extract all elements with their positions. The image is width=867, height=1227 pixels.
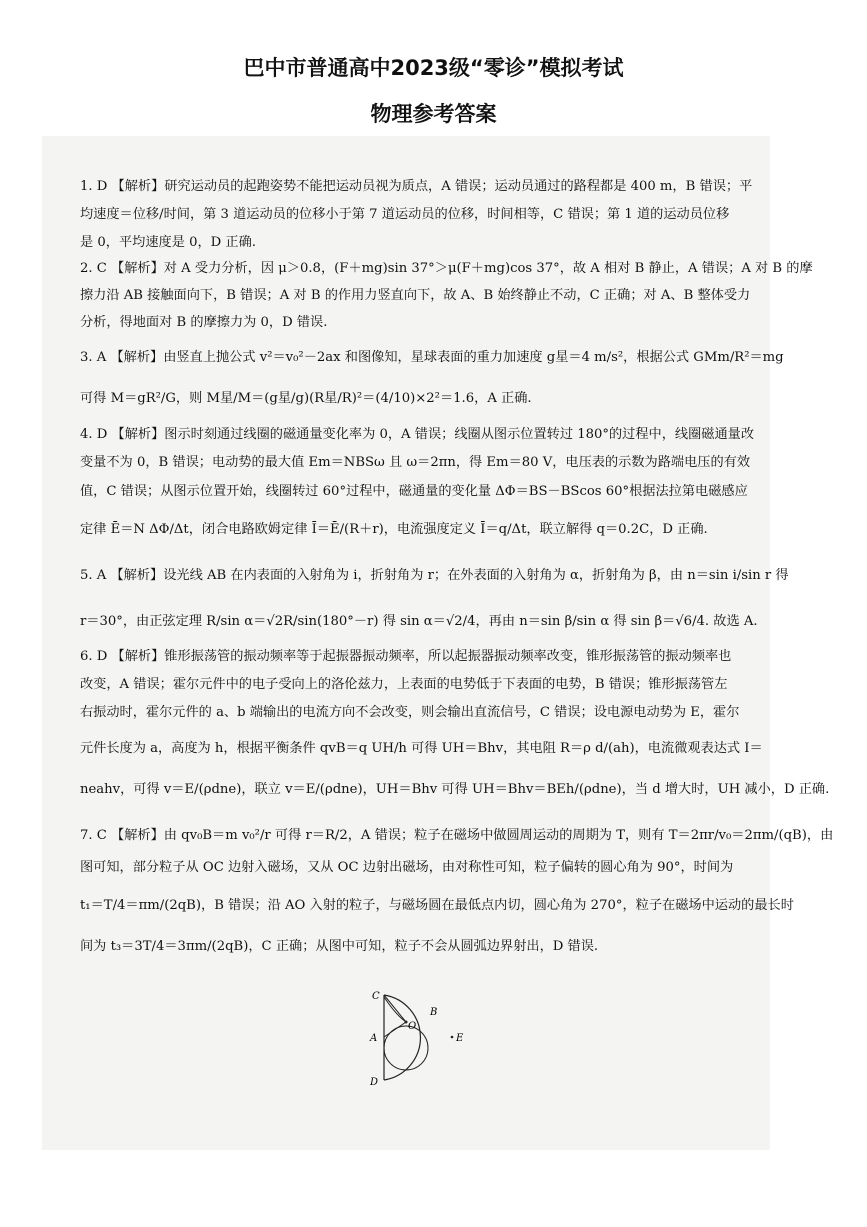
answer-line: 6. D 【解析】锥形振荡管的振动频率等于起振器振动频率，所以起振器振动频率改变，锥形振荡管的振动频率也 [80, 649, 732, 664]
answer-line: 图可知，部分粒子从 OC 边射入磁场，又从 OC 边射出磁场，由对称性可知，粒子偏转的圆心角为 90°，时间为 [80, 860, 734, 875]
label-c: C [372, 991, 380, 1002]
line-ao [384, 1022, 406, 1037]
answer-line: 可得 M＝gR²/G，则 M星/M＝(g星/g)(R星/R)²＝(4/10)×2²＝1.6，A 正确. [80, 391, 532, 406]
line-co [384, 995, 406, 1022]
answer-line: r＝30°，由正弦定理 R/sin α＝√2R/sin(180°－r) 得 sin α＝√2/4，再由 n＝sin β/sin α 得 sin β＝√6/4. 故选 A. [80, 614, 758, 629]
label-e: E [456, 1033, 464, 1044]
answer-line: 值，C 错误；从图示位置开始，线圈转过 60°过程中，磁通量的变化量 ΔΦ＝BS－BScos 60°根据法拉第电磁感应 [80, 484, 748, 499]
answer-line: t₁＝T/4＝πm/(2qB)，B 错误；沿 AO 入射的粒子，与磁场圆在最低点内切，圆心角为 270°，粒子在磁场中运动的最长时 [80, 898, 794, 913]
answer-line: 1. D 【解析】研究运动员的起跑姿势不能把运动员视为质点，A 错误；运动员通过的路程都是 400 m，B 错误；平 [80, 179, 753, 194]
page-subtitle: 物理参考答案 [370, 102, 497, 126]
field-boundary-arc [384, 995, 420, 1080]
answer-line: 均速度＝位移/时间，第 3 道运动员的位移小于第 7 道运动员的位移，时间相等，C 错误；第 1 道的运动员位移 [80, 207, 730, 222]
answer-line: 擦力沿 AB 接触面向下，B 错误；A 对 B 的作用力竖直向下，故 A、B 始终静止不动，C 正确；对 A、B 整体受力 [80, 288, 751, 303]
answer-line: 4. D 【解析】图示时刻通过线圈的磁通量变化率为 0，A 错误；线圈从图示位置转过 180°的过程中，线圈磁通量改 [80, 427, 755, 442]
label-o: O [408, 1021, 417, 1032]
answer-line: 改变，A 错误；霍尔元件中的电子受向上的洛伦兹力，上表面的电势低于下表面的电势，B 错误；锥形振荡管左 [80, 677, 728, 692]
answer-line: 右振动时，霍尔元件的 a、b 端输出的电流方向不会改变，则会输出直流信号，C 错误；设电源电动势为 E，霍尔 [80, 705, 740, 720]
answer-line: 元件长度为 a，高度为 h，根据平衡条件 qvB＝q UH/h 可得 UH＝Bhv，其电阻 R＝ρ d/(ah)，电流微观表达式 I＝ [80, 741, 763, 756]
label-b: B [430, 1007, 438, 1018]
magnetic-field-diagram [360, 985, 500, 1090]
label-a: A [370, 1033, 378, 1044]
label-d: D [370, 1077, 379, 1088]
answer-line: 分析，得地面对 B 的摩擦力为 0，D 错误. [80, 315, 328, 330]
page-title: 巴中市普通高中2023级“零诊”模拟考试 [243, 56, 624, 80]
answer-line: 2. C 【解析】对 A 受力分析，因 μ＞0.8，(F＋mg)sin 37°＞μ(F＋mg)cos 37°，故 A 相对 B 静止，A 错误；A 对 B 的摩 [80, 261, 813, 276]
answer-line: 间为 t₃＝3T/4＝3πm/(2qB)，C 正确；从图中可知，粒子不会从圆弧边界射出，D 错误. [80, 939, 599, 954]
answer-line: 是 0，平均速度是 0，D 正确. [80, 235, 256, 250]
answer-line: 变量不为 0，B 错误；电动势的最大值 Em＝NBSω 且 ω＝2πn，得 Em＝80 V，电压表的示数为路端电压的有效 [80, 455, 751, 470]
answer-line: 3. A 【解析】由竖直上抛公式 v²＝v₀²－2ax 和图像知，星球表面的重力加速度 g星＝4 m/s²，根据公式 GMm/R²＝mg [80, 350, 784, 365]
answer-line: 7. C 【解析】由 qv₀B＝m v₀²/r 可得 r＝R/2，A 错误；粒子在磁场中做圆周运动的周期为 T，则有 T＝2πr/v₀＝2πm/(qB)，由 [80, 828, 834, 843]
answer-line: neahv，可得 v＝E/(ρdne)，联立 v＝E/(ρdne)，UH＝Bhv 可得 UH＝Bhv＝BEh/(ρdne)，当 d 增大时，UH 减小，D 正确. [80, 782, 830, 797]
answer-line: 定律 Ē＝N ΔΦ/Δt，闭合电路欧姆定律 Ī＝Ē/(R＋r)，电流强度定义 Ī＝q/Δt，联立解得 q＝0.2C，D 正确. [80, 522, 708, 537]
answer-line: 5. A 【解析】设光线 AB 在内表面的入射角为 i，折射角为 r；在外表面的入射角为 α，折射角为 β，由 n＝sin i/sin r 得 [80, 568, 789, 583]
point-e [451, 1036, 454, 1039]
